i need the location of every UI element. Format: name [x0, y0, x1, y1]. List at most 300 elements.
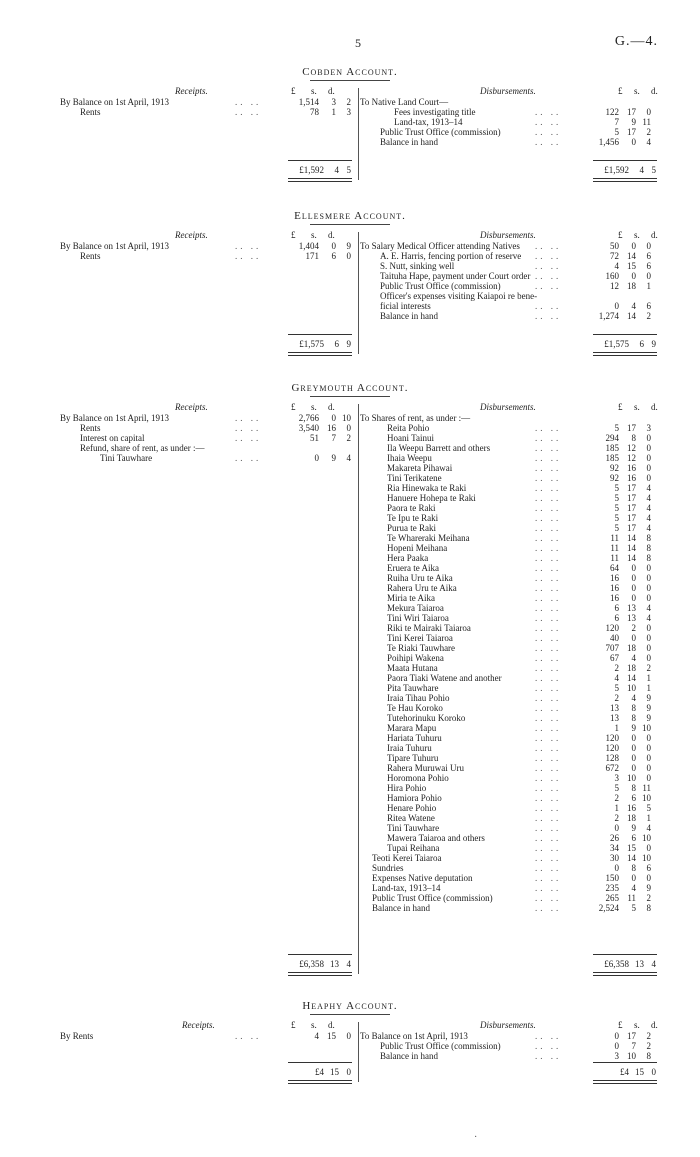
pence-value: 0 [646, 633, 651, 643]
total-pounds: £1,575 [299, 339, 324, 349]
pound-header: £ [618, 402, 623, 412]
ledger-row [360, 413, 660, 423]
pence-value: 10 [642, 723, 651, 733]
pounds-value: 4 [314, 1031, 319, 1041]
leader-dots: .. .. [535, 863, 562, 873]
leader-dots: .. .. [535, 823, 562, 833]
shillings-value: 8 [631, 713, 636, 723]
pounds-value: 16 [610, 583, 619, 593]
leader-dots: .. .. [535, 813, 562, 823]
pounds-value: 160 [605, 271, 619, 281]
pounds-value: 2 [614, 793, 619, 803]
pounds-value: 4 [614, 673, 619, 683]
leader-dots: .. .. [235, 107, 262, 117]
pence-value: 10 [642, 793, 651, 803]
leader-dots: .. .. [535, 903, 562, 913]
total-pounds: £6,358 [604, 959, 629, 969]
shillings-value: 17 [627, 483, 636, 493]
pence-header: d. [651, 230, 658, 240]
total-pence: 0 [651, 1067, 656, 1077]
entry-label: Hopeni Meihana [387, 543, 448, 553]
pence-value: 11 [642, 117, 651, 127]
ledger-row [360, 433, 660, 443]
shillings-value: 17 [627, 1031, 636, 1041]
leader-dots: .. .. [535, 251, 562, 261]
pounds-value: 34 [610, 843, 619, 853]
ledger-row [360, 1051, 660, 1061]
entry-label: Hira Pohio [387, 783, 427, 793]
shillings-value: 17 [627, 107, 636, 117]
ledger-row [360, 291, 660, 301]
leader-dots: .. .. [535, 693, 562, 703]
leader-dots: .. .. [535, 301, 562, 311]
entry-label: Ria Hinewaka te Raki [387, 483, 467, 493]
leader-dots: .. .. [535, 463, 562, 473]
shillings-value: 14 [627, 543, 636, 553]
entry-label: Reita Pohio [387, 423, 430, 433]
total-rule [593, 160, 657, 161]
total-shillings: 13 [330, 959, 339, 969]
pence-value: 0 [646, 583, 651, 593]
total-pence: 0 [346, 1067, 351, 1077]
ledger-row [360, 443, 660, 453]
ledger-row [360, 813, 660, 823]
title-underline [310, 80, 390, 81]
entry-label: Land-tax, 1913–14 [394, 117, 463, 127]
pounds-value: 11 [610, 553, 619, 563]
leader-dots: .. .. [535, 583, 562, 593]
pence-value: 0 [646, 107, 651, 117]
entry-label: Sundries [372, 863, 404, 873]
pounds-value: 185 [605, 443, 619, 453]
ledger-row [360, 553, 660, 563]
leader-dots: .. .. [535, 713, 562, 723]
column-divider [358, 404, 359, 974]
leader-dots: .. .. [535, 683, 562, 693]
pounds-value: 0 [614, 823, 619, 833]
shillings-value: 0 [631, 593, 636, 603]
entry-label: Balance in hand [372, 903, 430, 913]
ledger-row [60, 443, 355, 453]
shillings-value: 17 [627, 127, 636, 137]
shillings-value: 18 [627, 663, 636, 673]
leader-dots: .. .. [535, 803, 562, 813]
shillings-value: 17 [627, 513, 636, 523]
pence-value: 2 [646, 663, 651, 673]
double-rule [593, 178, 657, 182]
leader-dots: .. .. [535, 633, 562, 643]
pounds-value: 1 [614, 803, 619, 813]
pounds-value: 13 [610, 713, 619, 723]
pounds-value: 0 [314, 453, 319, 463]
shillings-value: 4 [631, 883, 636, 893]
entry-label: Iraia Tuhuru [387, 743, 432, 753]
receipts-column [60, 97, 355, 117]
leader-dots: .. .. [535, 453, 562, 463]
total-shillings: 6 [639, 339, 644, 349]
disbursements-column [360, 413, 660, 913]
pounds-value: 0 [614, 1031, 619, 1041]
shillings-value: 8 [631, 433, 636, 443]
entry-label: Poihipi Wakena [387, 653, 444, 663]
pence-value: 2 [646, 893, 651, 903]
pounds-value: 0 [614, 301, 619, 311]
shillings-value: 14 [627, 311, 636, 321]
ledger-row [360, 473, 660, 483]
pounds-value: 5 [614, 493, 619, 503]
shillings-value: 15 [627, 261, 636, 271]
leader-dots: .. .. [535, 753, 562, 763]
pence-value: 6 [646, 261, 651, 271]
ledger-row [360, 703, 660, 713]
leader-dots: .. .. [235, 433, 262, 443]
disbursements-heading: Disbursements. [480, 1020, 536, 1030]
total-rule [288, 954, 352, 955]
entry-label: Ihaia Weepu [387, 453, 432, 463]
pence-value: 0 [646, 773, 651, 783]
leader-dots: .. .. [535, 613, 562, 623]
account-section [0, 1000, 700, 1090]
ledger-row [360, 463, 660, 473]
entry-label: By Rents [60, 1031, 94, 1041]
leader-dots: .. .. [535, 653, 562, 663]
pence-value: 11 [642, 783, 651, 793]
entry-label: A. E. Harris, fencing portion of reserve [380, 251, 522, 261]
ledger-row [360, 833, 660, 843]
leader-dots: .. .. [535, 493, 562, 503]
leader-dots: .. .. [535, 773, 562, 783]
ledger-row [360, 583, 660, 593]
pounds-value: 50 [610, 241, 619, 251]
shilling-header: s. [311, 230, 317, 240]
pounds-value: 150 [605, 873, 619, 883]
ledger-row [60, 107, 355, 117]
pence-value: 0 [646, 593, 651, 603]
account-title: Greymouth Account. [291, 382, 409, 394]
entry-label: Tipare Tuhuru [387, 753, 439, 763]
pence-value: 6 [646, 863, 651, 873]
leader-dots: .. .. [535, 783, 562, 793]
page-header [0, 36, 700, 56]
entry-label: Te Ipu te Raki [387, 513, 439, 523]
receipts-heading: Receipts. [175, 86, 208, 96]
pence-value: 8 [646, 903, 651, 913]
pounds-value: 5 [614, 683, 619, 693]
total-shillings: 6 [334, 339, 339, 349]
pounds-value: 1,514 [298, 97, 319, 107]
shillings-value: 0 [631, 763, 636, 773]
double-rule [288, 178, 352, 182]
leader-dots: .. .. [535, 883, 562, 893]
total-rule [593, 1062, 657, 1063]
shillings-value: 7 [631, 1041, 636, 1051]
disbursements-total [593, 1066, 657, 1078]
pounds-value: 5 [614, 503, 619, 513]
account-title: Heaphy Account. [302, 1000, 398, 1012]
pound-header: £ [618, 1020, 623, 1030]
ledger-row [360, 883, 660, 893]
leader-dots: .. .. [535, 443, 562, 453]
pounds-value: 120 [605, 743, 619, 753]
entry-label: Hanuere Hohepa te Raki [387, 493, 476, 503]
pounds-value: 5 [614, 523, 619, 533]
leader-dots: .. .. [535, 1031, 562, 1041]
ledger-row [60, 423, 355, 433]
shillings-value: 0 [631, 241, 636, 251]
leader-dots: .. .. [235, 423, 262, 433]
pence-value: 0 [646, 873, 651, 883]
pence-value: 2 [646, 127, 651, 137]
ledger-row [360, 483, 660, 493]
pence-value: 2 [646, 1031, 651, 1041]
entry-label: Paora te Raki [387, 503, 436, 513]
ledger-row [360, 643, 660, 653]
shillings-value: 16 [327, 423, 336, 433]
pounds-value: 122 [605, 107, 619, 117]
ledger-row [360, 423, 660, 433]
entry-label: By Balance on 1st April, 1913 [60, 241, 169, 251]
shilling-header: s. [311, 86, 317, 96]
pence-value: 10 [342, 413, 351, 423]
ledger-row [360, 573, 660, 583]
total-pounds: £1,592 [299, 165, 324, 175]
ledger-row [60, 97, 355, 107]
entry-label: Hariata Tuhuru [387, 733, 442, 743]
shillings-value: 6 [331, 251, 336, 261]
pounds-value: 12 [610, 281, 619, 291]
entry-label: Mekura Taiaroa [387, 603, 444, 613]
pounds-value: 78 [310, 107, 319, 117]
pounds-value: 5 [614, 483, 619, 493]
total-pence: 5 [651, 165, 656, 175]
ledger-row [360, 693, 660, 703]
pence-value: 4 [646, 523, 651, 533]
double-rule [593, 352, 657, 356]
pence-value: 0 [646, 843, 651, 853]
total-pence: 5 [346, 165, 351, 175]
shilling-header: s. [634, 86, 640, 96]
pounds-value: 120 [605, 623, 619, 633]
entry-label: Maata Hutana [387, 663, 438, 673]
shillings-value: 4 [631, 693, 636, 703]
disbursements-heading: Disbursements. [480, 230, 536, 240]
shillings-value: 0 [631, 873, 636, 883]
pounds-value: 92 [610, 473, 619, 483]
pence-value: 1 [646, 673, 651, 683]
shillings-value: 16 [627, 463, 636, 473]
entry-label: By Balance on 1st April, 1913 [60, 413, 169, 423]
pence-value: 0 [646, 643, 651, 653]
pounds-value: 1,274 [598, 311, 619, 321]
ledger-row [360, 97, 660, 107]
leader-dots: .. .. [535, 271, 562, 281]
shillings-value: 8 [631, 863, 636, 873]
leader-dots: .. .. [235, 251, 262, 261]
shilling-header: s. [634, 1020, 640, 1030]
pence-value: 0 [646, 753, 651, 763]
ledger-row [60, 1031, 355, 1041]
pounds-value: 26 [610, 833, 619, 843]
pounds-value: 1,456 [598, 137, 619, 147]
shilling-header: s. [311, 402, 317, 412]
leader-dots: .. .. [535, 703, 562, 713]
shillings-value: 16 [627, 803, 636, 813]
entry-label: Paora Tiaki Watene and another [387, 673, 502, 683]
pence-header: d. [328, 230, 335, 240]
pence-value: 0 [646, 271, 651, 281]
ledger-row [360, 723, 660, 733]
ledger-row [360, 743, 660, 753]
pounds-value: 64 [610, 563, 619, 573]
ledger-row [360, 853, 660, 863]
shillings-value: 12 [627, 453, 636, 463]
shillings-value: 0 [631, 743, 636, 753]
ledger-row [360, 1041, 660, 1051]
entry-label: Public Trust Office (commission) [380, 1041, 501, 1051]
ledger-row [360, 753, 660, 763]
shillings-value: 9 [631, 823, 636, 833]
ledger-row [360, 773, 660, 783]
total-pounds: £6,358 [299, 959, 324, 969]
leader-dots: .. .. [535, 137, 562, 147]
shillings-value: 12 [627, 443, 636, 453]
shillings-value: 3 [331, 97, 336, 107]
pound-header: £ [291, 230, 296, 240]
pence-header: d. [651, 86, 658, 96]
ledger-row [360, 513, 660, 523]
pence-value: 0 [646, 733, 651, 743]
entry-label: Eruera te Aika [387, 563, 439, 573]
total-shillings: 13 [635, 959, 644, 969]
pounds-value: 2,524 [598, 903, 619, 913]
pence-value: 8 [646, 1051, 651, 1061]
shillings-value: 6 [631, 793, 636, 803]
total-pounds: £1,575 [604, 339, 629, 349]
leader-dots: .. .. [535, 513, 562, 523]
page-reference: G.—4. [614, 34, 658, 49]
pounds-value: 5 [614, 783, 619, 793]
shillings-value: 4 [631, 301, 636, 311]
entry-label: Interest on capital [80, 433, 145, 443]
ledger-row [360, 803, 660, 813]
entry-label: Tini Wiri Taiaroa [387, 613, 449, 623]
entry-label: Marara Mapu [387, 723, 437, 733]
shillings-value: 0 [331, 241, 336, 251]
leader-dots: .. .. [535, 873, 562, 883]
total-pounds: £4 [315, 1067, 324, 1077]
pounds-value: 16 [610, 593, 619, 603]
leader-dots: .. .. [535, 593, 562, 603]
pounds-value: 2 [614, 663, 619, 673]
shillings-value: 18 [627, 281, 636, 291]
leader-dots: .. .. [235, 1031, 262, 1041]
leader-dots: .. .. [535, 543, 562, 553]
pounds-value: 235 [605, 883, 619, 893]
entry-label: Hera Paaka [387, 553, 429, 563]
leader-dots: .. .. [535, 127, 562, 137]
double-rule [288, 972, 352, 976]
entry-label: Tini Tauwhare [387, 823, 440, 833]
pence-value: 0 [646, 241, 651, 251]
shillings-value: 17 [627, 493, 636, 503]
pounds-value: 0 [614, 863, 619, 873]
disbursements-total [593, 958, 657, 970]
entry-label: Public Trust Office (commission) [380, 281, 501, 291]
pence-value: 1 [646, 813, 651, 823]
entry-label: Tutehorinuku Koroko [387, 713, 466, 723]
leader-dots: .. .. [535, 423, 562, 433]
pence-value: 0 [646, 573, 651, 583]
total-rule [288, 1062, 352, 1063]
ledger-row [360, 713, 660, 723]
pence-value: 8 [646, 553, 651, 563]
leader-dots: .. .. [535, 673, 562, 683]
shillings-value: 4 [631, 653, 636, 663]
entry-label: Te Hau Koroko [387, 703, 443, 713]
shillings-value: 6 [631, 833, 636, 843]
ledger-row [360, 117, 660, 127]
leader-dots: .. .. [535, 723, 562, 733]
entry-label: Te Whareraki Meihana [387, 533, 470, 543]
ledger-row [360, 623, 660, 633]
receipts-heading: Receipts. [175, 230, 208, 240]
disbursements-total [593, 338, 657, 350]
disbursements-heading: Disbursements. [480, 86, 536, 96]
shillings-value: 8 [631, 783, 636, 793]
entry-label: Makareta Pihawai [387, 463, 453, 473]
leader-dots: .. .. [535, 1041, 562, 1051]
column-divider [358, 232, 359, 354]
leader-dots: .. .. [535, 623, 562, 633]
pounds-value: 0 [614, 1041, 619, 1051]
shillings-value: 16 [627, 473, 636, 483]
entry-label: Ruiha Uru te Aika [387, 573, 453, 583]
pence-value: 9 [646, 693, 651, 703]
ledger-row [360, 593, 660, 603]
disbursements-heading: Disbursements. [480, 402, 536, 412]
shillings-value: 0 [631, 563, 636, 573]
entry-label: Riki te Mairaki Taiaroa [387, 623, 471, 633]
total-pounds: £1,592 [604, 165, 629, 175]
leader-dots: .. .. [535, 311, 562, 321]
pence-value: 4 [646, 513, 651, 523]
ledger-row [360, 733, 660, 743]
pounds-value: 171 [305, 251, 319, 261]
entry-label: Ritea Watene [387, 813, 435, 823]
ledger-row [360, 271, 660, 281]
shillings-value: 14 [627, 251, 636, 261]
shillings-value: 17 [627, 423, 636, 433]
entry-label: Balance in hand [380, 1051, 438, 1061]
pounds-value: 2,766 [298, 413, 319, 423]
leader-dots: .. .. [535, 483, 562, 493]
pence-value: 4 [346, 453, 351, 463]
shillings-value: 0 [631, 271, 636, 281]
shillings-value: 18 [627, 813, 636, 823]
ledger-row [360, 137, 660, 147]
shillings-value: 18 [627, 643, 636, 653]
pence-value: 4 [646, 503, 651, 513]
shillings-value: 8 [631, 703, 636, 713]
ledger-row [60, 413, 355, 423]
shillings-value: 13 [627, 613, 636, 623]
entry-label: Horomona Pohio [387, 773, 449, 783]
ledger-row [360, 241, 660, 251]
disbursements-column [360, 97, 660, 147]
ledger-row [360, 823, 660, 833]
total-pence: 4 [651, 959, 656, 969]
ledger-row [360, 653, 660, 663]
